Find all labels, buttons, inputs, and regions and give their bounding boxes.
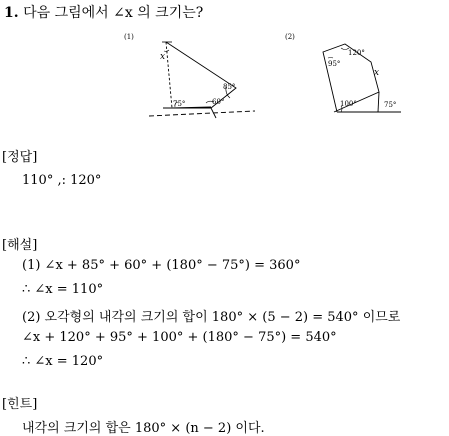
figure-2-angle-75: 75° — [384, 101, 397, 109]
solution-line-1: (1) ∠x + 85° + 60° + (180° − 75°) = 360° — [22, 258, 301, 273]
solution-heading: [해설] — [2, 238, 38, 253]
figure-1-angle-75: 75° — [173, 100, 186, 108]
figure-2-angle-95: 95° — [328, 60, 341, 68]
figure-1-angle-x: x — [160, 52, 166, 62]
figure-2-pentagon — [281, 28, 409, 120]
hint-heading: [힌트] — [2, 397, 38, 412]
hint-text: 내각의 크기의 합은 180° × (n − 2) 이다. — [22, 421, 265, 436]
solution-line-4: ∠x + 120° + 95° + 100° + (180° − 75°) = 540° — [22, 330, 337, 345]
figure-2-label: (2) — [285, 33, 295, 41]
solution-line-2: ∴ ∠x = 110° — [22, 282, 104, 297]
figure-2-angle-100: 100° — [340, 100, 357, 108]
figure-1-label: (1) — [124, 33, 134, 41]
figure-1-quadrilateral — [120, 28, 255, 120]
answer-text: 110° ,: 120° — [22, 173, 102, 188]
figure-1-angle-85: 85° — [223, 83, 236, 91]
answer-heading: [정답] — [2, 150, 38, 165]
question-number: 1. — [4, 5, 19, 21]
question-line — [4, 2, 203, 22]
figure-2-angle-120: 120° — [348, 49, 365, 57]
question-text: 다음 그림에서 ∠x 의 크기는? — [23, 5, 204, 21]
figure-1-angle-60: 60° — [212, 98, 225, 106]
solution-line-5: ∴ ∠x = 120° — [22, 354, 104, 369]
figure-2-angle-x: x — [374, 68, 380, 78]
solution-line-3: (2) 오각형의 내각의 크기의 합이 180° × (5 − 2) = 540° 이므로 — [22, 310, 401, 325]
